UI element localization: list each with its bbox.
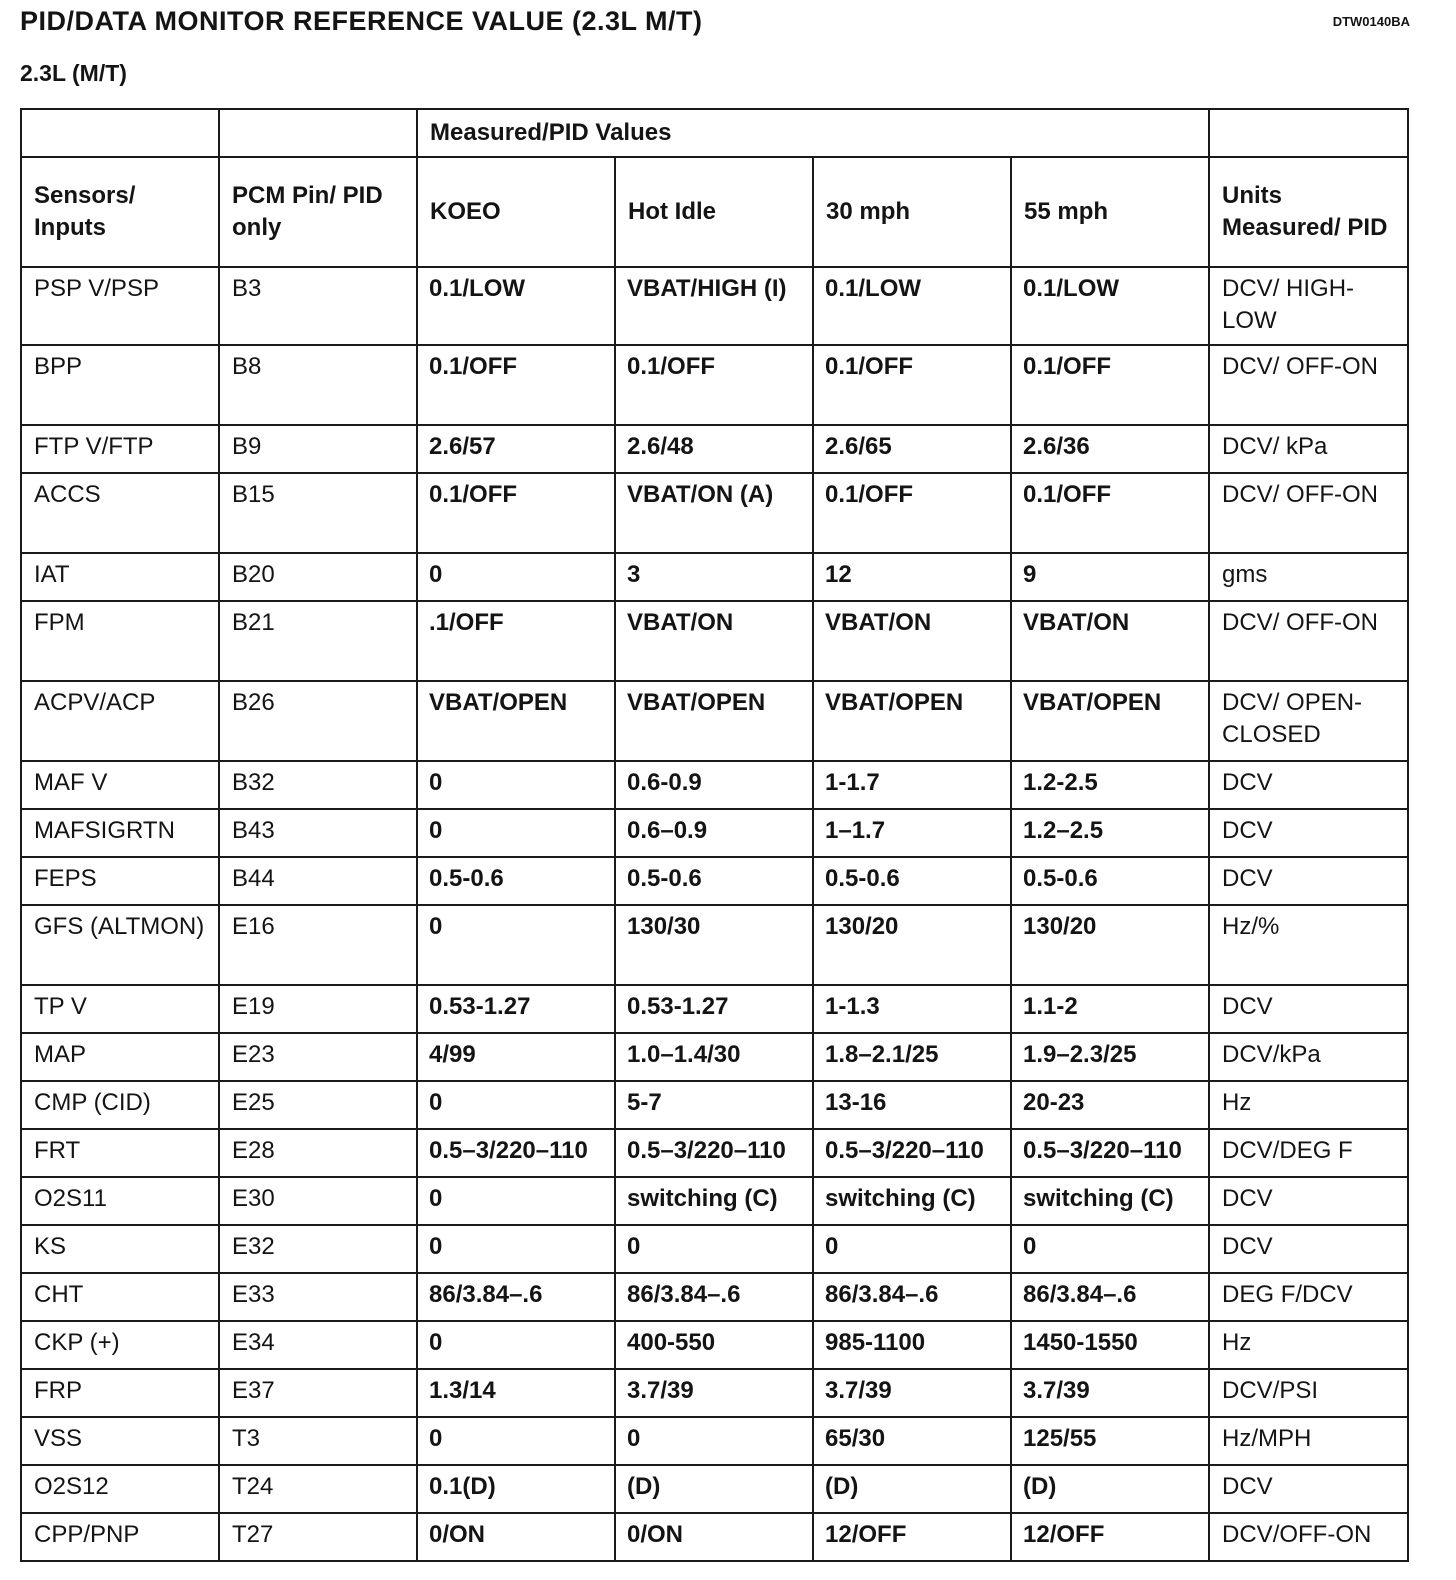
30-mph-value-cell: VBAT/ON [813, 601, 1011, 681]
koeo-value-cell: 0/ON [417, 1513, 615, 1561]
hot-idle-value-cell: 5-7 [615, 1081, 813, 1129]
pcm-pin-cell: T27 [219, 1513, 417, 1561]
30-mph-value-cell: switching (C) [813, 1177, 1011, 1225]
table-row [21, 267, 1408, 345]
table-row [21, 1369, 1408, 1417]
koeo-value-cell: VBAT/OPEN [417, 681, 615, 761]
55-mph-value-cell: 0 [1011, 1225, 1209, 1273]
pcm-pin-cell: E19 [219, 985, 417, 1033]
koeo-value-cell: .1/OFF [417, 601, 615, 681]
30-mph-value-cell: 2.6/65 [813, 425, 1011, 473]
hot-idle-value-cell: 0/ON [615, 1513, 813, 1561]
30-mph-value-cell: 1-1.7 [813, 761, 1011, 809]
pcm-pin-cell: T3 [219, 1417, 417, 1465]
table-row [21, 681, 1408, 761]
pcm-pin-cell: E32 [219, 1225, 417, 1273]
pcm-pin-cell: B15 [219, 473, 417, 553]
koeo-value-cell: 1.3/14 [417, 1369, 615, 1417]
pcm-pin-cell: E34 [219, 1321, 417, 1369]
pcm-pin-cell: E30 [219, 1177, 417, 1225]
units-cell: gms [1209, 553, 1408, 601]
koeo-value-cell: 2.6/57 [417, 425, 615, 473]
55-mph-value-cell: 1.2–2.5 [1011, 809, 1209, 857]
hot-idle-value-cell: 0 [615, 1225, 813, 1273]
koeo-value-cell: 0 [417, 761, 615, 809]
units-cell: Hz/% [1209, 905, 1408, 985]
pcm-pin-cell: E37 [219, 1369, 417, 1417]
hot-idle-value-cell: 0 [615, 1417, 813, 1465]
reference-value-table [20, 108, 1409, 1562]
page-subtitle: 2.3L (M/T) [20, 60, 127, 86]
units-cell: DEG F/DCV [1209, 1273, 1408, 1321]
30-mph-value-cell: 1-1.3 [813, 985, 1011, 1033]
sensor-cell: MAP [21, 1033, 219, 1081]
units-cell: DCV/DEG F [1209, 1129, 1408, 1177]
pcm-pin-cell: E23 [219, 1033, 417, 1081]
koeo-value-cell: 0.1/OFF [417, 473, 615, 553]
hot-idle-value-cell: 3.7/39 [615, 1369, 813, 1417]
koeo-value-cell: 0 [417, 1081, 615, 1129]
sensor-cell: FRP [21, 1369, 219, 1417]
sensor-cell: TP V [21, 985, 219, 1033]
units-cell: DCV/ HIGH-LOW [1209, 267, 1408, 345]
pcm-pin-cell: E25 [219, 1081, 417, 1129]
table-row [21, 345, 1408, 425]
column-header-hot-idle: Hot Idle [615, 157, 813, 267]
units-cell: DCV [1209, 1465, 1408, 1513]
30-mph-value-cell: 65/30 [813, 1417, 1011, 1465]
units-cell: DCV [1209, 857, 1408, 905]
sensor-cell: O2S12 [21, 1465, 219, 1513]
30-mph-value-cell: 1.8–2.1/25 [813, 1033, 1011, 1081]
30-mph-value-cell: 12/OFF [813, 1513, 1011, 1561]
hot-idle-value-cell: 1.0–1.4/30 [615, 1033, 813, 1081]
sensor-cell: IAT [21, 553, 219, 601]
55-mph-value-cell: 125/55 [1011, 1417, 1209, 1465]
30-mph-value-cell: 985-1100 [813, 1321, 1011, 1369]
hot-idle-value-cell: 0.5–3/220–110 [615, 1129, 813, 1177]
30-mph-value-cell: VBAT/OPEN [813, 681, 1011, 761]
table-row [21, 1273, 1408, 1321]
55-mph-value-cell: 86/3.84–.6 [1011, 1273, 1209, 1321]
hot-idle-value-cell: 2.6/48 [615, 425, 813, 473]
pcm-pin-cell: E28 [219, 1129, 417, 1177]
document-code: DTW0140BA [1332, 14, 1410, 29]
table-row [21, 985, 1408, 1033]
55-mph-value-cell: 130/20 [1011, 905, 1209, 985]
table-row [21, 601, 1408, 681]
units-cell: DCV/ OFF-ON [1209, 601, 1408, 681]
table-group-header-row [21, 109, 1408, 157]
pcm-pin-cell: B21 [219, 601, 417, 681]
hot-idle-value-cell: VBAT/ON [615, 601, 813, 681]
column-header-units: Units Measured/ PID [1209, 157, 1408, 267]
30-mph-value-cell: 0.1/OFF [813, 473, 1011, 553]
units-cell: DCV [1209, 761, 1408, 809]
pcm-pin-cell: B43 [219, 809, 417, 857]
55-mph-value-cell: switching (C) [1011, 1177, 1209, 1225]
sensor-cell: FEPS [21, 857, 219, 905]
table-row [21, 1417, 1408, 1465]
hot-idle-value-cell: VBAT/ON (A) [615, 473, 813, 553]
units-cell: DCV/ OPEN-CLOSED [1209, 681, 1408, 761]
sensor-cell: CPP/PNP [21, 1513, 219, 1561]
table-row [21, 761, 1408, 809]
30-mph-value-cell: 0.1/OFF [813, 345, 1011, 425]
table-row [21, 1225, 1408, 1273]
55-mph-value-cell: 0.1/OFF [1011, 345, 1209, 425]
sensor-cell: ACCS [21, 473, 219, 553]
sensor-cell: FTP V/FTP [21, 425, 219, 473]
30-mph-value-cell: 0.1/LOW [813, 267, 1011, 345]
55-mph-value-cell: 0.5-0.6 [1011, 857, 1209, 905]
koeo-value-cell: 4/99 [417, 1033, 615, 1081]
units-cell: Hz [1209, 1081, 1408, 1129]
group-header-blank-units [1209, 109, 1408, 157]
sensor-cell: GFS (ALTMON) [21, 905, 219, 985]
koeo-value-cell: 0 [417, 1177, 615, 1225]
55-mph-value-cell: 2.6/36 [1011, 425, 1209, 473]
sensor-cell: FPM [21, 601, 219, 681]
table-row [21, 857, 1408, 905]
koeo-value-cell: 0 [417, 553, 615, 601]
sensor-cell: PSP V/PSP [21, 267, 219, 345]
55-mph-value-cell: VBAT/OPEN [1011, 681, 1209, 761]
table-body [21, 267, 1408, 1561]
sensor-cell: CMP (CID) [21, 1081, 219, 1129]
55-mph-value-cell: 9 [1011, 553, 1209, 601]
units-cell: DCV/ OFF-ON [1209, 345, 1408, 425]
30-mph-value-cell: 130/20 [813, 905, 1011, 985]
units-cell: DCV [1209, 1225, 1408, 1273]
30-mph-value-cell: 0 [813, 1225, 1011, 1273]
koeo-value-cell: 0 [417, 905, 615, 985]
hot-idle-value-cell: 400-550 [615, 1321, 813, 1369]
column-header-sensor: Sensors/ Inputs [21, 157, 219, 267]
units-cell: DCV [1209, 985, 1408, 1033]
koeo-value-cell: 0.53-1.27 [417, 985, 615, 1033]
koeo-value-cell: 0.1/OFF [417, 345, 615, 425]
units-cell: DCV/PSI [1209, 1369, 1408, 1417]
pcm-pin-cell: B44 [219, 857, 417, 905]
30-mph-value-cell: 12 [813, 553, 1011, 601]
30-mph-value-cell: 1–1.7 [813, 809, 1011, 857]
sensor-cell: CKP (+) [21, 1321, 219, 1369]
table-row [21, 809, 1408, 857]
group-header-blank-pin [219, 109, 417, 157]
units-cell: DCV/kPa [1209, 1033, 1408, 1081]
table-row [21, 1321, 1408, 1369]
measured-values-group-header: Measured/PID Values [417, 109, 1209, 157]
koeo-value-cell: 86/3.84–.6 [417, 1273, 615, 1321]
hot-idle-value-cell: (D) [615, 1465, 813, 1513]
units-cell: DCV [1209, 1177, 1408, 1225]
sensor-cell: ACPV/ACP [21, 681, 219, 761]
table-row [21, 1081, 1408, 1129]
koeo-value-cell: 0.1(D) [417, 1465, 615, 1513]
55-mph-value-cell: 1450-1550 [1011, 1321, 1209, 1369]
hot-idle-value-cell: 0.6–0.9 [615, 809, 813, 857]
30-mph-value-cell: 86/3.84–.6 [813, 1273, 1011, 1321]
hot-idle-value-cell: VBAT/OPEN [615, 681, 813, 761]
hot-idle-value-cell: 0.6-0.9 [615, 761, 813, 809]
30-mph-value-cell: 13-16 [813, 1081, 1011, 1129]
pcm-pin-cell: B32 [219, 761, 417, 809]
30-mph-value-cell: 3.7/39 [813, 1369, 1011, 1417]
column-header-55-mph: 55 mph [1011, 157, 1209, 267]
55-mph-value-cell: 3.7/39 [1011, 1369, 1209, 1417]
55-mph-value-cell: VBAT/ON [1011, 601, 1209, 681]
sensor-cell: FRT [21, 1129, 219, 1177]
hot-idle-value-cell: 0.1/OFF [615, 345, 813, 425]
30-mph-value-cell: 0.5–3/220–110 [813, 1129, 1011, 1177]
column-header-koeo: KOEO [417, 157, 615, 267]
55-mph-value-cell: 12/OFF [1011, 1513, 1209, 1561]
pcm-pin-cell: T24 [219, 1465, 417, 1513]
units-cell: Hz/MPH [1209, 1417, 1408, 1465]
sensor-cell: MAF V [21, 761, 219, 809]
sensor-cell: VSS [21, 1417, 219, 1465]
pcm-pin-cell: E16 [219, 905, 417, 985]
group-header-blank-sensor [21, 109, 219, 157]
table-row [21, 473, 1408, 553]
sensor-cell: O2S11 [21, 1177, 219, 1225]
units-cell: DCV [1209, 809, 1408, 857]
sensor-cell: BPP [21, 345, 219, 425]
55-mph-value-cell: 1.1-2 [1011, 985, 1209, 1033]
hot-idle-value-cell: 3 [615, 553, 813, 601]
pcm-pin-cell: B26 [219, 681, 417, 761]
koeo-value-cell: 0 [417, 1321, 615, 1369]
koeo-value-cell: 0 [417, 1417, 615, 1465]
koeo-value-cell: 0.5-0.6 [417, 857, 615, 905]
sensor-cell: KS [21, 1225, 219, 1273]
55-mph-value-cell: 0.1/LOW [1011, 267, 1209, 345]
koeo-value-cell: 0.1/LOW [417, 267, 615, 345]
table-row [21, 1129, 1408, 1177]
55-mph-value-cell: 1.9–2.3/25 [1011, 1033, 1209, 1081]
sensor-cell: MAFSIGRTN [21, 809, 219, 857]
page-title: PID/DATA MONITOR REFERENCE VALUE (2.3L M/T) [20, 6, 703, 36]
table-row [21, 1033, 1408, 1081]
units-cell: DCV/ OFF-ON [1209, 473, 1408, 553]
30-mph-value-cell: 0.5-0.6 [813, 857, 1011, 905]
hot-idle-value-cell: 130/30 [615, 905, 813, 985]
table-row [21, 1177, 1408, 1225]
table-row [21, 425, 1408, 473]
units-cell: DCV/ kPa [1209, 425, 1408, 473]
55-mph-value-cell: 20-23 [1011, 1081, 1209, 1129]
hot-idle-value-cell: 0.53-1.27 [615, 985, 813, 1033]
hot-idle-value-cell: switching (C) [615, 1177, 813, 1225]
table-row [21, 905, 1408, 985]
55-mph-value-cell: 0.1/OFF [1011, 473, 1209, 553]
55-mph-value-cell: 1.2-2.5 [1011, 761, 1209, 809]
pcm-pin-cell: B20 [219, 553, 417, 601]
pcm-pin-cell: B8 [219, 345, 417, 425]
table-row [21, 1465, 1408, 1513]
30-mph-value-cell: (D) [813, 1465, 1011, 1513]
koeo-value-cell: 0 [417, 1225, 615, 1273]
koeo-value-cell: 0.5–3/220–110 [417, 1129, 615, 1177]
pcm-pin-cell: B3 [219, 267, 417, 345]
table-header-row [21, 157, 1408, 267]
units-cell: DCV/OFF-ON [1209, 1513, 1408, 1561]
column-header-pin: PCM Pin/ PID only [219, 157, 417, 267]
sensor-cell: CHT [21, 1273, 219, 1321]
hot-idle-value-cell: VBAT/HIGH (I) [615, 267, 813, 345]
hot-idle-value-cell: 86/3.84–.6 [615, 1273, 813, 1321]
55-mph-value-cell: (D) [1011, 1465, 1209, 1513]
pcm-pin-cell: E33 [219, 1273, 417, 1321]
hot-idle-value-cell: 0.5-0.6 [615, 857, 813, 905]
55-mph-value-cell: 0.5–3/220–110 [1011, 1129, 1209, 1177]
units-cell: Hz [1209, 1321, 1408, 1369]
column-header-30-mph: 30 mph [813, 157, 1011, 267]
koeo-value-cell: 0 [417, 809, 615, 857]
table-row [21, 553, 1408, 601]
table-row [21, 1513, 1408, 1561]
pcm-pin-cell: B9 [219, 425, 417, 473]
